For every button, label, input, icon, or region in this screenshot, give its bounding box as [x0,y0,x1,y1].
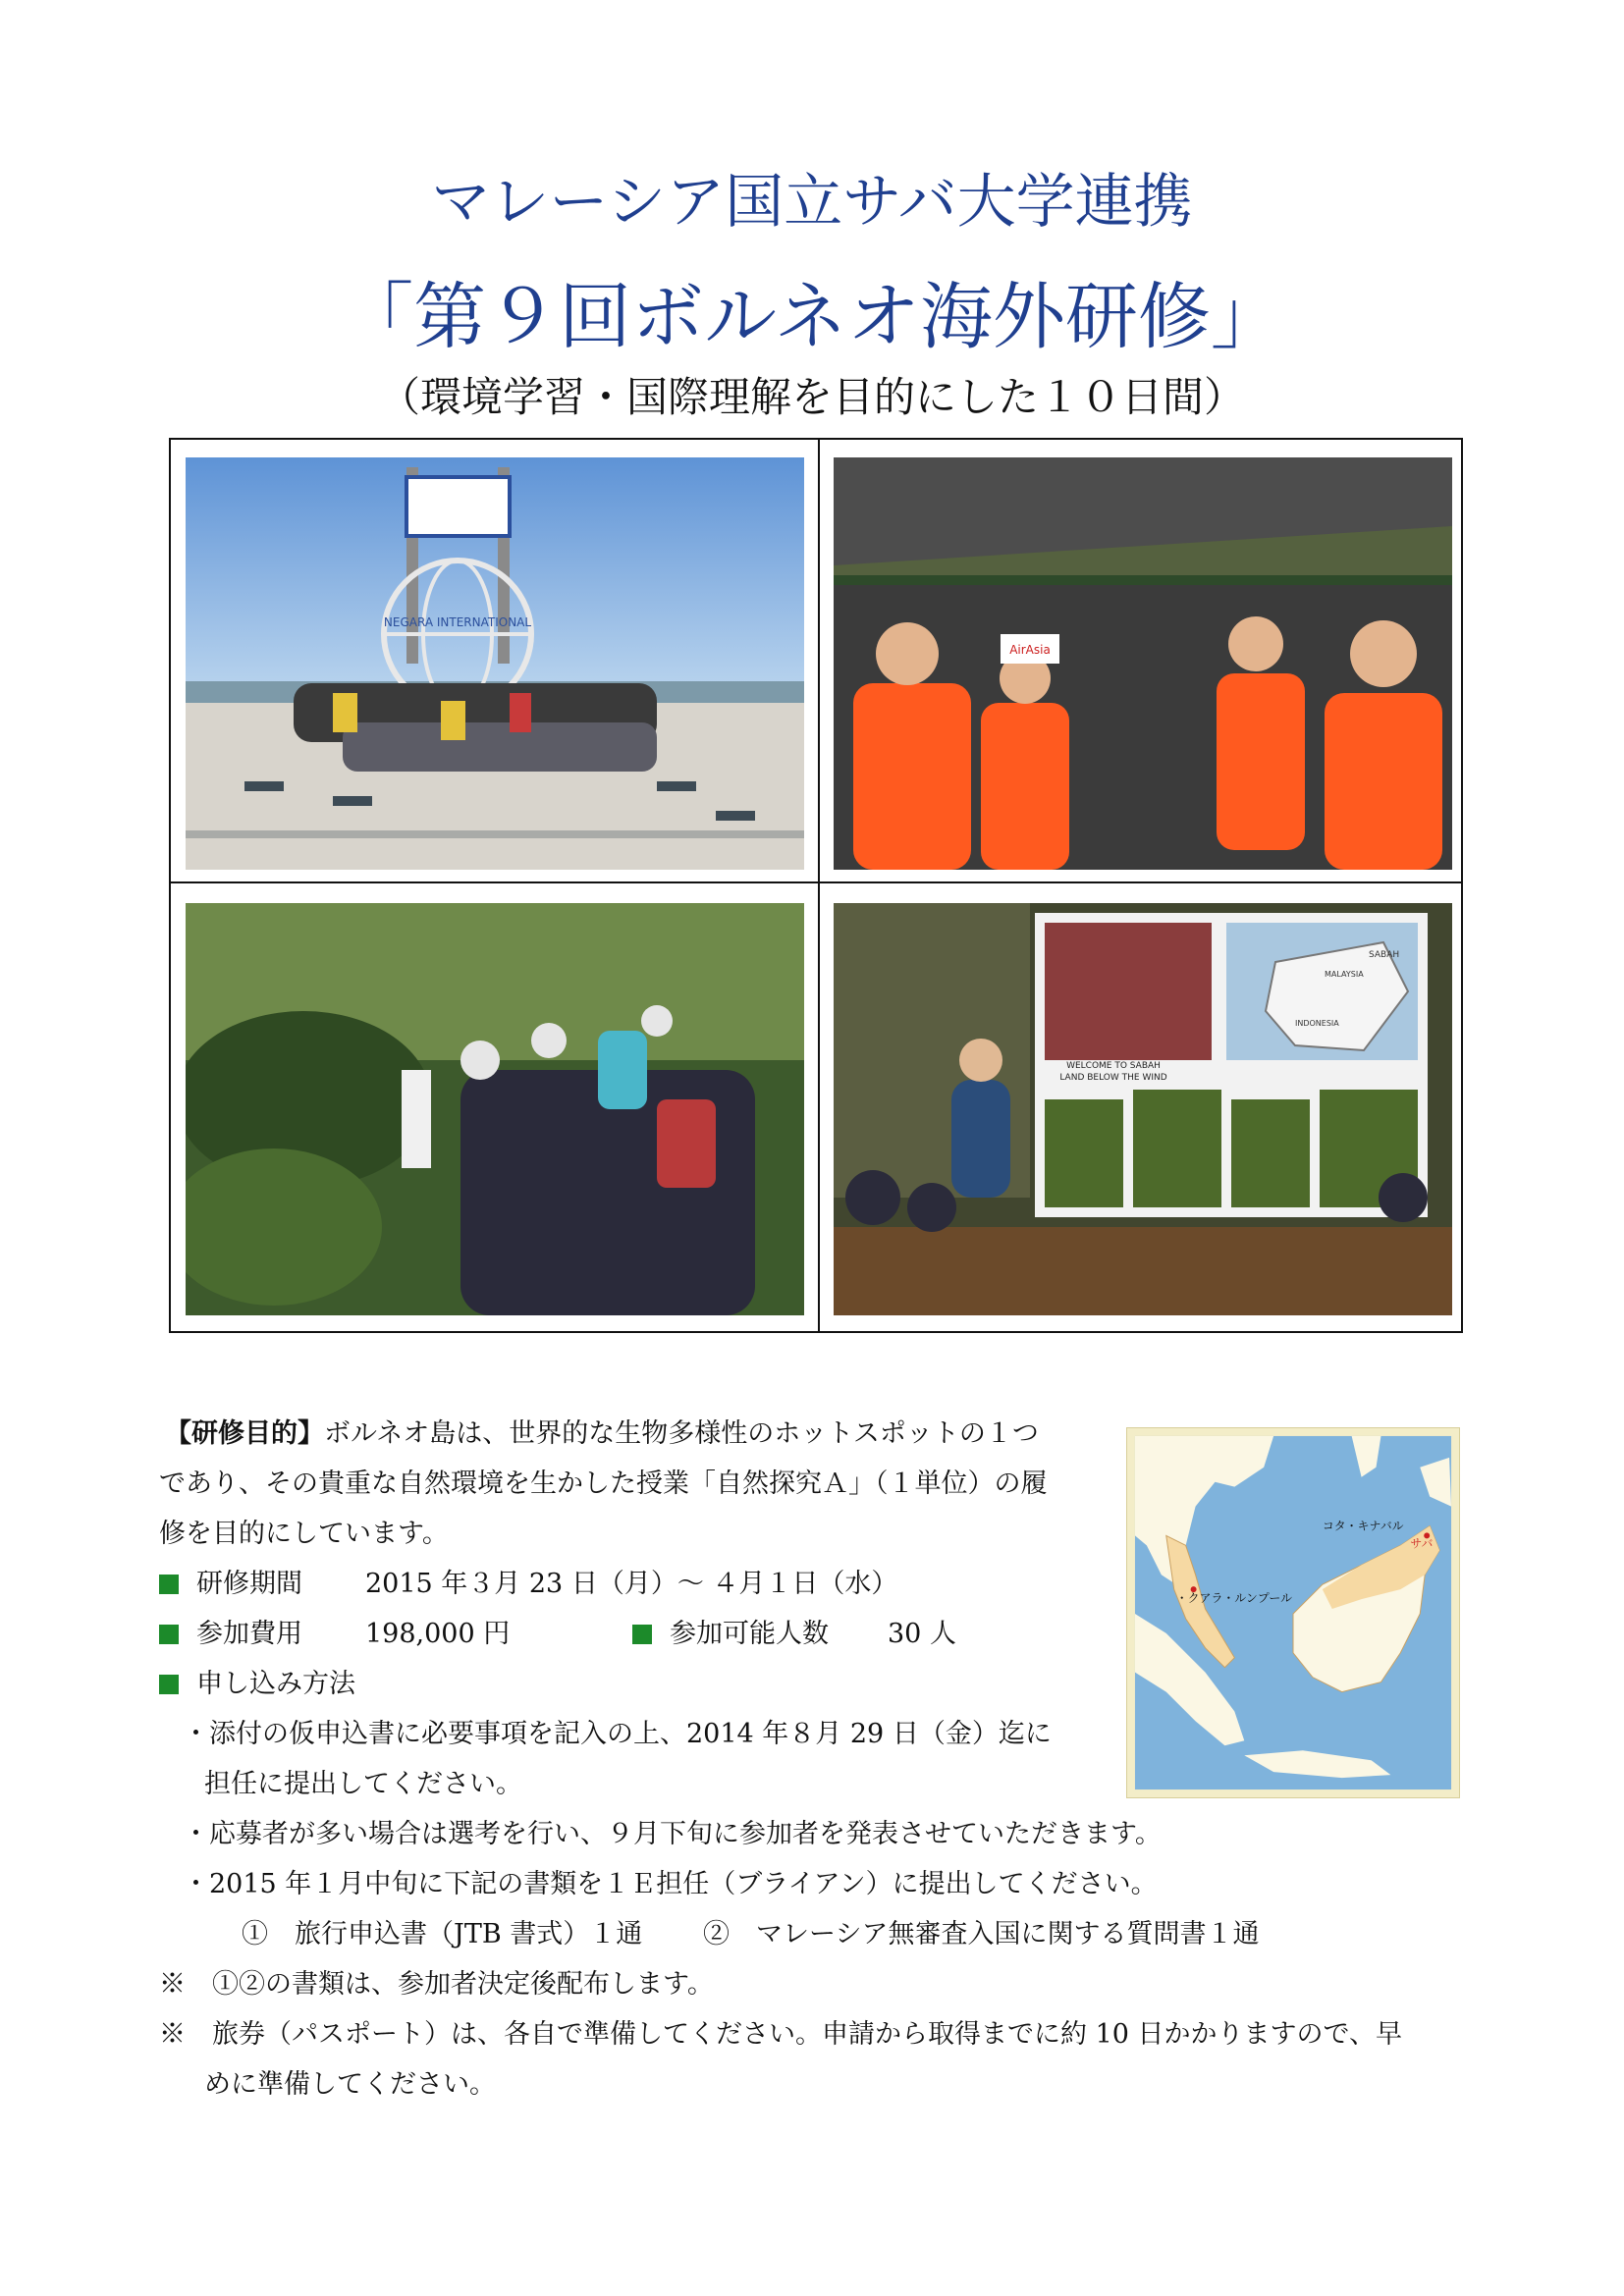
airasia-sign-text: AirAsia [1009,643,1051,657]
cost-label: 参加費用 [196,1619,302,1649]
photo-grid [169,438,1463,1333]
apply-doc1: ① 旅行申込書（JTB 書式）１通 [242,1919,643,1949]
apply-doc2: ② マレーシア無審査入国に関する質問書１通 [703,1919,1260,1949]
slide-map-malaysia: MALAYSIA [1325,970,1364,979]
subtitle: （環境学習・国際理解を目的にした１０日間） [378,373,1245,421]
map-label-kuala-lumpur: ・クアラ・ルンプール [1175,1591,1292,1606]
slide-map-indonesia: INDONESIA [1295,1019,1339,1028]
purpose-text1: ボルネオ島は、世界的な生物多様性のホットスポットの１つ [324,1418,1039,1449]
photo-forest-walk [186,903,804,1315]
capacity-row [632,1621,956,1647]
apply-bullet3: ・2015 年１月中旬に下記の書類を１Ｅ担任（ブライアン）に提出してください。 [183,1869,1158,1899]
capacity-label: 参加可能人数 [670,1619,829,1649]
period-label: 研修期間 [196,1569,302,1599]
slide-title: WELCOME TO SABAH [1066,1061,1161,1071]
title-line1: マレーシア国立サバ大学連携 [431,168,1193,237]
borneo-map [1126,1427,1460,1798]
apply-bullet1-line2: 担任に提出してください。 [204,1769,522,1799]
slide-subtitle: LAND BELOW THE WIND [1059,1073,1167,1083]
purpose-line1 [165,1420,1039,1447]
map-label-sabah: サバ [1410,1536,1434,1551]
monument-sign-text: NEGARA INTERNATIONAL [383,615,532,629]
bullet-square-icon [159,1625,179,1644]
cost-row [159,1621,510,1647]
photo-presentation [834,903,1452,1315]
cost-value: 198,000 円 [365,1619,511,1649]
note1: ※ ①②の書類は、参加者決定後配布します。 [159,1969,714,2000]
grid-divider-vertical [818,440,820,1331]
apply-bullet2: ・応募者が多い場合は選考を行い、９月下旬に参加者を発表させていただきます。 [183,1819,1162,1849]
apply-row [159,1671,355,1697]
bullet-square-icon [632,1625,652,1644]
purpose-label: 【研修目的】 [165,1418,324,1449]
note2-line1: ※ 旅券（パスポート）は、各自で準備してください。申請から取得までに約 10 日かかりますので、早 [159,2019,1402,2050]
grid-divider-horizontal [171,881,1461,883]
purpose-line2: であり、その貴重な自然環境を生かした授業「自然探究Ａ」（１単位）の履 [159,1468,1048,1499]
photo-boat-lifevests [834,457,1452,870]
bullet-square-icon [159,1675,179,1694]
bullet-square-icon [159,1575,179,1594]
apply-bullet1-line1: ・添付の仮申込書に必要事項を記入の上、2014 年８月 29 日（金）迄に [183,1719,1052,1749]
title-line2: 「第９回ボルネオ海外研修」 [341,275,1283,359]
apply-label: 申し込み方法 [196,1669,355,1699]
capacity-value: 30 人 [888,1619,956,1649]
photo-group-monument [186,457,804,870]
slide-map-sabah: SABAH [1369,950,1400,960]
note2-line2: めに準備してください。 [204,2069,496,2100]
period-row [159,1571,897,1597]
map-label-kota-kinabalu: コタ・キナバル [1322,1519,1404,1533]
purpose-line3: 修を目的にしています。 [159,1519,449,1549]
period-value: 2015 年３月 23 日（月）～ ４月１日（水） [365,1569,898,1599]
